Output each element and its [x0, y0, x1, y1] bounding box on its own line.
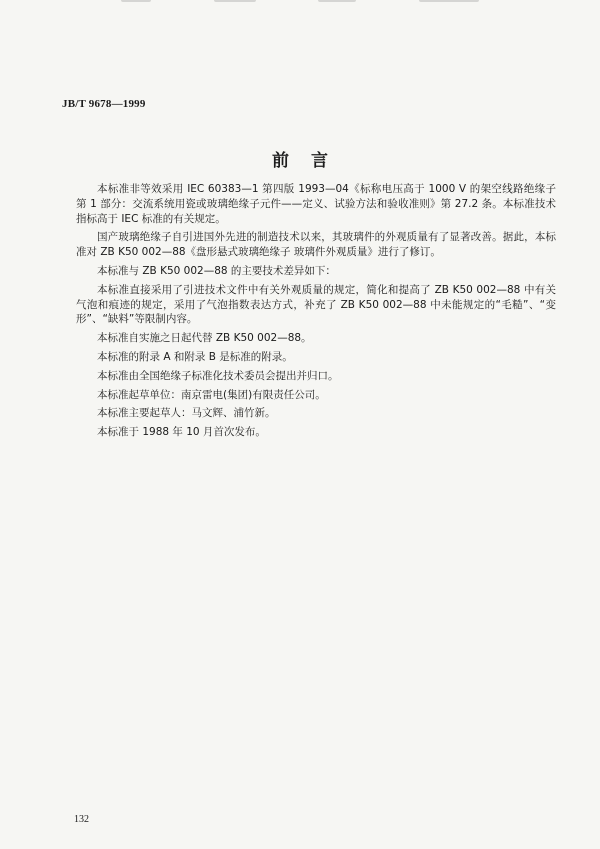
scan-artifact-top	[0, 0, 600, 6]
paragraph-3: 本标准与 ZB K50 002—88 的主要技术差异如下：	[97, 264, 336, 277]
page-title: 前言	[272, 151, 350, 171]
page-number: 132	[74, 814, 89, 825]
paragraph-1: 本标准非等效采用 IEC 60383—1 第四版 1993—04《标称电压高于 1000 V 的架空线路绝缘子 第 1 部分：交流系统用瓷或玻璃绝缘子元件——定义、试验方法和验收准则》第 27.2 条。本标准技术指标高于 IEC 标准的有关规定。	[76, 183, 556, 225]
paragraph-8: 本标准起草单位：南京雷电(集团)有限责任公司。	[97, 388, 326, 401]
paragraph-7: 本标准由全国绝缘子标准化技术委员会提出并归口。	[97, 369, 339, 382]
paragraph-10: 本标准于 1988 年 10 月首次发布。	[97, 426, 266, 439]
paragraph-2: 国产玻璃绝缘子自引进国外先进的制造技术以来，其玻璃件的外观质量有了显著改善。据此，本标准对 ZB K50 002—88《盘形悬式玻璃绝缘子 玻璃件外观质量》进行了修订。	[76, 231, 556, 259]
paragraph-9: 本标准主要起草人：马文辉、浦竹新。	[97, 407, 276, 420]
paragraph-6: 本标准的附录 A 和附录 B 是标准的附录。	[97, 350, 293, 363]
paragraph-5: 本标准自实施之日起代替 ZB K50 002—88。	[97, 332, 312, 345]
document-code: JB/T 9678—1999	[62, 98, 146, 110]
paragraph-4: 本标准直接采用了引进技术文件中有关外观质量的规定，简化和提高了 ZB K50 002—88 中有关气泡和痕迹的规定，采用了气泡指数表达方式，补充了 ZB K50 002—88 中未能规定的“毛糙”、“变形”、“缺料”等限制内容。	[76, 283, 556, 326]
foreword-body	[76, 182, 556, 444]
